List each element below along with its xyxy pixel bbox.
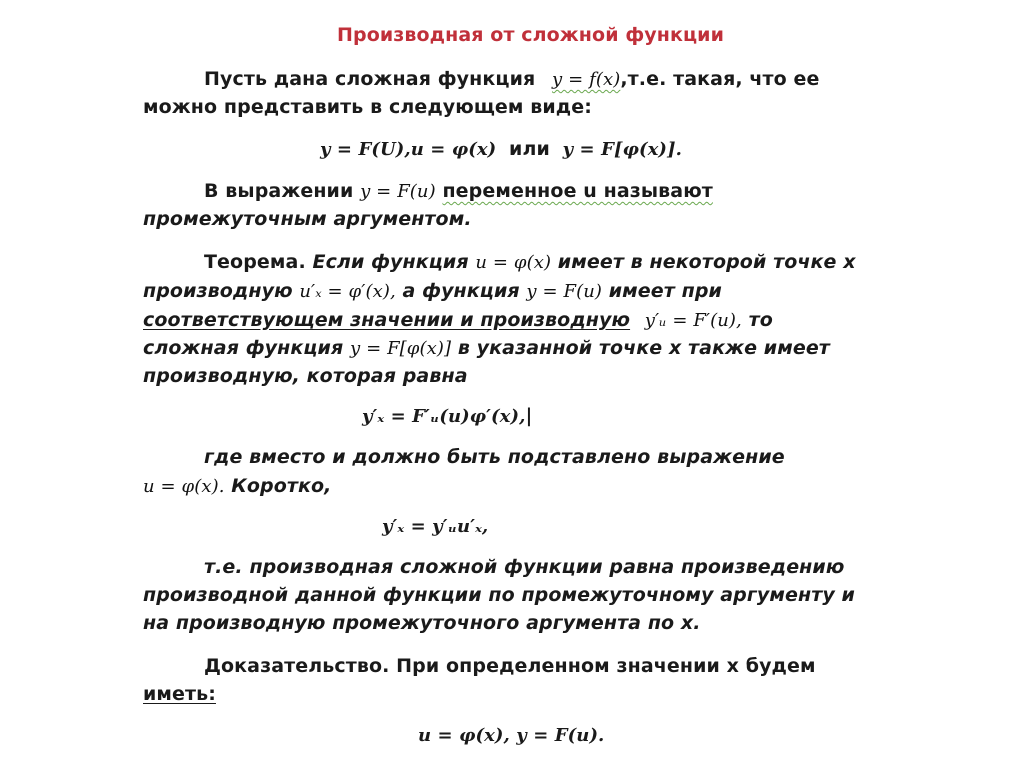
theorem-line-1 [204,251,856,273]
theorem-l1-pre: Если функция [312,251,469,273]
theorem-l2-post: имеет при [608,280,722,302]
p2-formula: y = F(u) [360,181,436,202]
paragraph-4-line-1: т.е. производная сложной функции равна произведению [204,556,845,578]
theorem-line-4 [143,337,830,359]
paragraph-5-line-1: Доказательство. При определенном значении x будем [204,655,816,677]
p1-formula: y = f(x) [552,69,621,90]
page-title: Производная от сложной функции [337,24,724,46]
p1-text-pre: Пусть дана сложная функция [204,68,536,90]
p1-text-post: ,т.е. такая, что ее [620,68,820,90]
paragraph-2-line-1 [204,180,713,202]
p3-formula: u = φ(x). [143,476,225,497]
paragraph-5-line-2: иметь: [143,683,216,705]
equation-2 [362,405,532,427]
p2-text-pre: В выражении [204,180,354,202]
eq1-left: y = F(U),u = φ(x) [320,139,497,160]
theorem-l2-pre: производную [143,280,293,302]
p2-text-post: переменное u называют [442,180,713,202]
eq3-formula: y′ₓ = y′ᵤu′ₓ, [382,516,489,537]
theorem-l2-mid: а функция [402,280,520,302]
paragraph-1-line-1 [204,68,820,90]
theorem-l4-pre: сложная функция [143,337,344,359]
theorem-l3-pre: соответствующем значении и производную [143,309,631,331]
eq1-right: y = F[φ(x)]. [562,139,682,160]
theorem-l3-formula: y′ᵤ = F′(u), [644,310,742,331]
equation-4 [418,724,604,746]
theorem-line-2 [143,280,722,302]
theorem-l1-post: имеет в некоторой точке x [557,251,856,273]
paragraph-3-line-2 [143,475,331,497]
theorem-line-3 [143,309,773,331]
paragraph-4-line-2: производной данной функции по промежуточному аргументу и [143,584,855,606]
text-cursor-icon: | [525,405,533,427]
theorem-label: Теорема. [204,251,306,273]
paragraph-2-line-2: промежуточным аргументом. [143,208,472,230]
eq1-mid: или [509,138,550,160]
theorem-l4-post: в указанной точке x также имеет [457,337,830,359]
equation-3 [382,515,488,537]
theorem-l1-formula: u = φ(x) [475,252,552,273]
paragraph-3-line-1: где вместо и должно быть подставлено выражение [204,446,785,468]
paragraph-1-line-2: можно представить в следующем виде: [143,96,592,118]
theorem-l3-post: то [748,309,773,331]
eq4-formula: u = φ(x), y = F(u). [418,725,605,746]
theorem-l2-formula: u′ₓ = φ′(x), [299,281,396,302]
theorem-l2-formula-2: y = F(u) [526,281,603,302]
theorem-line-5: производную, которая равна [143,365,468,387]
paragraph-4-line-3: на производную промежуточного аргумента по x. [143,612,701,634]
theorem-l4-formula: y = F[φ(x)] [349,338,452,359]
p3-text-post: Коротко, [231,475,332,497]
eq2-formula: y′ₓ = F′ᵤ(u)φ′(x), [362,406,526,427]
equation-1 [320,138,682,160]
